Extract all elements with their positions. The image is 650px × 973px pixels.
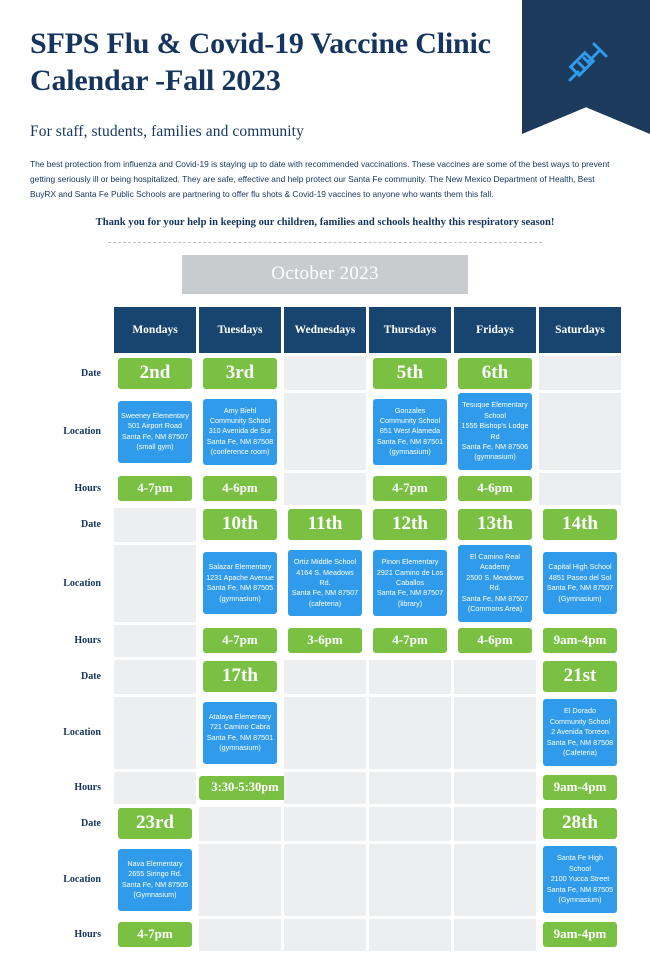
hours-cell	[114, 625, 196, 657]
row-label-hours: Hours	[74, 929, 101, 941]
row-label-hours: Hours	[74, 635, 101, 647]
location-line: Capital High School	[548, 562, 612, 572]
header-divider	[108, 242, 542, 243]
location-cell	[539, 844, 621, 916]
location-line: Santa Fe, NM 87507	[291, 588, 359, 598]
row-label-location: Location	[63, 577, 101, 589]
week-1-hours-row	[33, 473, 621, 505]
date-badge: 17th	[203, 661, 277, 692]
hours-cell	[284, 625, 366, 657]
location-card	[543, 552, 617, 614]
date-cell	[369, 807, 451, 841]
date-cell	[454, 660, 536, 694]
location-line: (Gymnasium)	[133, 889, 177, 899]
page-title: SFPS Flu & Covid-19 Vaccine Clinic Calendar -Fall 2023	[30, 27, 491, 97]
date-cell	[199, 356, 281, 390]
hours-cell	[454, 473, 536, 505]
location-cell	[454, 393, 536, 470]
date-cell	[369, 660, 451, 694]
location-line: 2655 Siringo Rd.	[128, 869, 182, 879]
hours-badge: 4-7pm	[118, 922, 192, 947]
location-line: (Gymnasium)	[558, 895, 602, 905]
location-line: 2500 S. Meadows Rd.	[466, 572, 524, 593]
date-cell	[114, 508, 196, 542]
day-header-saturday: Saturdays	[539, 307, 621, 353]
week-1-date-row	[33, 356, 621, 390]
syringe-icon	[560, 38, 612, 90]
hours-badge: 4-6pm	[203, 476, 277, 501]
location-line: Nava Elementary	[127, 858, 183, 868]
location-card	[118, 401, 192, 463]
location-line: (cafeteria)	[308, 598, 342, 608]
calendar-header-row	[33, 307, 621, 353]
week-2-hours-row	[33, 625, 621, 657]
hours-cell	[114, 473, 196, 505]
location-card	[458, 393, 532, 470]
location-cell	[369, 697, 451, 769]
date-badge: 10th	[203, 509, 277, 540]
location-line: Santa Fe, NM 87505	[206, 583, 274, 593]
location-line: 4851 Paseo del Sol	[548, 572, 612, 582]
date-cell	[454, 508, 536, 542]
syringe-ribbon	[522, 0, 650, 134]
location-cell	[369, 393, 451, 470]
location-line: 2100 Yucca Street	[550, 874, 610, 884]
date-badge: 13th	[458, 509, 532, 540]
location-line: (Gymnasium)	[558, 593, 602, 603]
location-line: Santa Fe, NM 87507	[121, 431, 189, 441]
hours-badge: 3-6pm	[288, 628, 362, 653]
day-header-friday: Fridays	[454, 307, 536, 353]
location-line: (gymnasium)	[474, 452, 516, 462]
row-label-date: Date	[81, 367, 101, 379]
location-card	[203, 399, 277, 465]
row-label-date: Date	[81, 671, 101, 683]
row-label-location: Location	[63, 874, 101, 886]
location-line: 2921 Camino de Los Caballos	[376, 567, 444, 588]
row-label-date: Date	[81, 818, 101, 830]
month-label: October 2023	[182, 255, 468, 294]
page-subtitle: For staff, students, families and community	[30, 123, 304, 141]
location-cell	[284, 697, 366, 769]
hours-cell	[284, 772, 366, 804]
date-cell	[199, 508, 281, 542]
date-badge: 28th	[543, 808, 617, 839]
location-card	[543, 699, 617, 765]
location-line: El Camino Real Academy	[470, 551, 520, 572]
location-cell	[539, 697, 621, 769]
week-1-location-row	[33, 393, 621, 470]
location-line: 721 Camino Cabra	[209, 722, 271, 732]
date-badge: 2nd	[118, 358, 192, 389]
week-2-date-row	[33, 508, 621, 542]
location-line: Santa Fe, NM 87508	[546, 737, 614, 747]
location-cell	[454, 844, 536, 916]
hours-badge: 4-7pm	[118, 476, 192, 501]
calendar-table	[30, 304, 624, 953]
hours-cell	[539, 625, 621, 657]
location-card	[203, 702, 277, 764]
hours-cell	[454, 625, 536, 657]
location-cell	[539, 393, 621, 470]
hours-badge: 4-7pm	[373, 628, 447, 653]
location-line: (gymnasium)	[219, 742, 261, 752]
date-cell	[114, 356, 196, 390]
row-label-date: Date	[81, 519, 101, 531]
hours-cell	[284, 919, 366, 951]
week-4-hours-row	[33, 919, 621, 951]
page-header	[0, 0, 650, 228]
location-line: Santa Fe, NM 87501	[206, 732, 274, 742]
date-cell	[539, 807, 621, 841]
location-card	[203, 552, 277, 614]
row-label-location: Location	[63, 426, 101, 438]
row-label-hours: Hours	[74, 782, 101, 794]
location-line: (library)	[397, 598, 423, 608]
hours-cell	[539, 919, 621, 951]
hours-cell	[284, 473, 366, 505]
location-cell	[114, 393, 196, 470]
location-cell	[369, 844, 451, 916]
location-line: Santa Fe, NM 87505	[546, 884, 614, 894]
day-header-monday: Mondays	[114, 307, 196, 353]
location-line: El Dorado Community School	[549, 706, 611, 726]
hours-badge: 9am-4pm	[543, 628, 617, 653]
location-cell	[199, 844, 281, 916]
location-cell	[199, 697, 281, 769]
location-cell	[114, 844, 196, 916]
location-line: Amy Biehl Community School	[209, 405, 271, 425]
location-line: (conference room)	[210, 447, 270, 457]
hours-cell	[199, 919, 281, 951]
location-line: Santa Fe High School	[557, 853, 603, 873]
week-3-hours-row	[33, 772, 621, 804]
location-line: Santa Fe, NM 87505	[121, 879, 189, 889]
location-line: Santa Fe, NM 87506	[461, 442, 529, 452]
location-cell	[284, 393, 366, 470]
location-cell	[454, 545, 536, 622]
date-cell	[114, 660, 196, 694]
location-cell	[114, 545, 196, 622]
location-cell	[199, 393, 281, 470]
hours-badge: 4-6pm	[458, 628, 532, 653]
hours-badge: 4-7pm	[373, 476, 447, 501]
location-line: Santa Fe, NM 87507	[546, 583, 614, 593]
location-card	[543, 846, 617, 912]
location-cell	[199, 545, 281, 622]
location-card	[458, 545, 532, 622]
date-badge: 5th	[373, 358, 447, 389]
day-header-thursday: Thursdays	[369, 307, 451, 353]
hours-badge: 9am-4pm	[543, 922, 617, 947]
date-cell	[454, 807, 536, 841]
hours-cell	[369, 772, 451, 804]
date-badge: 11th	[288, 509, 362, 540]
hours-badge: 3:30-5:30pm	[199, 776, 291, 800]
date-cell	[284, 660, 366, 694]
hours-cell	[539, 772, 621, 804]
corner-spacer	[33, 307, 111, 353]
location-line: 310 Avenida de Sur	[208, 426, 272, 436]
hours-cell	[199, 473, 281, 505]
date-badge: 3rd	[203, 358, 277, 389]
date-badge: 21st	[543, 661, 617, 692]
date-cell	[539, 356, 621, 390]
week-4-date-row	[33, 807, 621, 841]
date-cell	[199, 807, 281, 841]
date-cell	[284, 807, 366, 841]
location-line: (gymnasium)	[219, 593, 261, 603]
row-label-hours: Hours	[74, 483, 101, 495]
hours-cell	[369, 625, 451, 657]
location-cell	[369, 545, 451, 622]
date-cell	[454, 356, 536, 390]
location-line: Tesuque Elementary School	[462, 400, 528, 420]
location-cell	[114, 697, 196, 769]
location-line: Santa Fe, NM 87507	[461, 593, 529, 603]
hours-cell	[114, 772, 196, 804]
location-line: 851 West Alameda	[379, 426, 441, 436]
location-card	[373, 399, 447, 465]
location-line: Atalaya Elementary	[208, 711, 272, 721]
location-line: 1231 Apache Avenue	[206, 572, 274, 582]
hours-cell	[199, 772, 281, 804]
location-line: Pinon Elementary	[381, 557, 439, 567]
date-badge: 14th	[543, 509, 617, 540]
hours-cell	[369, 473, 451, 505]
location-line: 501 Airport Road	[128, 421, 182, 431]
location-line: (small gym)	[136, 442, 174, 452]
location-line: 4164 S. Meadows Rd.	[296, 567, 354, 588]
hours-cell	[454, 772, 536, 804]
hours-cell	[199, 625, 281, 657]
location-card	[118, 849, 192, 911]
location-line: Santa Fe, NM 87501	[376, 436, 444, 446]
day-header-tuesday: Tuesdays	[199, 307, 281, 353]
day-header-wednesday: Wednesdays	[284, 307, 366, 353]
week-3-date-row	[33, 660, 621, 694]
intro-paragraph: The best protection from influenza and Covid-19 is staying up to date with recommended vaccinations. These vaccines are some of the best ways to prevent getting seriously ill or being hospitalized. They are safe, effective and help protect our Santa Fe community. The New Mexico Department of Health, Best BuyRX and Santa Fe Public Schools are partnering to offer flu shots & Covid-19 vaccines to anyone who wants them this fall.	[30, 159, 610, 199]
hours-cell	[454, 919, 536, 951]
date-cell	[199, 660, 281, 694]
location-line: Santa Fe, NM 87508	[206, 436, 274, 446]
date-badge: 6th	[458, 358, 532, 389]
hours-badge: 9am-4pm	[543, 775, 617, 800]
location-line: 2 Avenida Torreon	[551, 727, 609, 737]
date-cell	[369, 356, 451, 390]
date-cell	[114, 807, 196, 841]
hours-cell	[369, 919, 451, 951]
hours-badge: 4-7pm	[203, 628, 277, 653]
location-line: (gymnasium)	[389, 447, 431, 457]
date-badge: 12th	[373, 509, 447, 540]
location-cell	[284, 545, 366, 622]
hours-cell	[114, 919, 196, 951]
location-line: Salazar Elementary	[208, 562, 272, 572]
date-cell	[539, 660, 621, 694]
week-3-location-row	[33, 697, 621, 769]
date-badge: 23rd	[118, 808, 192, 839]
location-cell	[454, 697, 536, 769]
location-line: Santa Fe, NM 87507	[376, 588, 444, 598]
location-cell	[539, 545, 621, 622]
location-card	[373, 550, 447, 616]
location-line: Gonzales Community School	[379, 405, 441, 425]
date-cell	[539, 508, 621, 542]
location-line: (Commons Area)	[467, 604, 523, 614]
calendar-section	[0, 242, 650, 953]
date-cell	[284, 508, 366, 542]
date-cell	[284, 356, 366, 390]
date-cell	[369, 508, 451, 542]
location-line: 1555 Bishop's Lodge Rd	[461, 421, 529, 441]
hours-badge: 4-6pm	[458, 476, 532, 501]
location-line: Ortiz Middle School	[293, 557, 357, 567]
week-4-location-row	[33, 844, 621, 916]
week-2-location-row	[33, 545, 621, 622]
location-card	[288, 550, 362, 616]
hours-cell	[539, 473, 621, 505]
location-cell	[284, 844, 366, 916]
location-line: (Cafeteria)	[563, 748, 597, 758]
location-line: Sweeney Elementary	[121, 410, 189, 420]
thank-you-note: Thank you for your help in keeping our children, families and schools healthy this respiratory season!	[95, 217, 555, 229]
row-label-location: Location	[63, 727, 101, 739]
